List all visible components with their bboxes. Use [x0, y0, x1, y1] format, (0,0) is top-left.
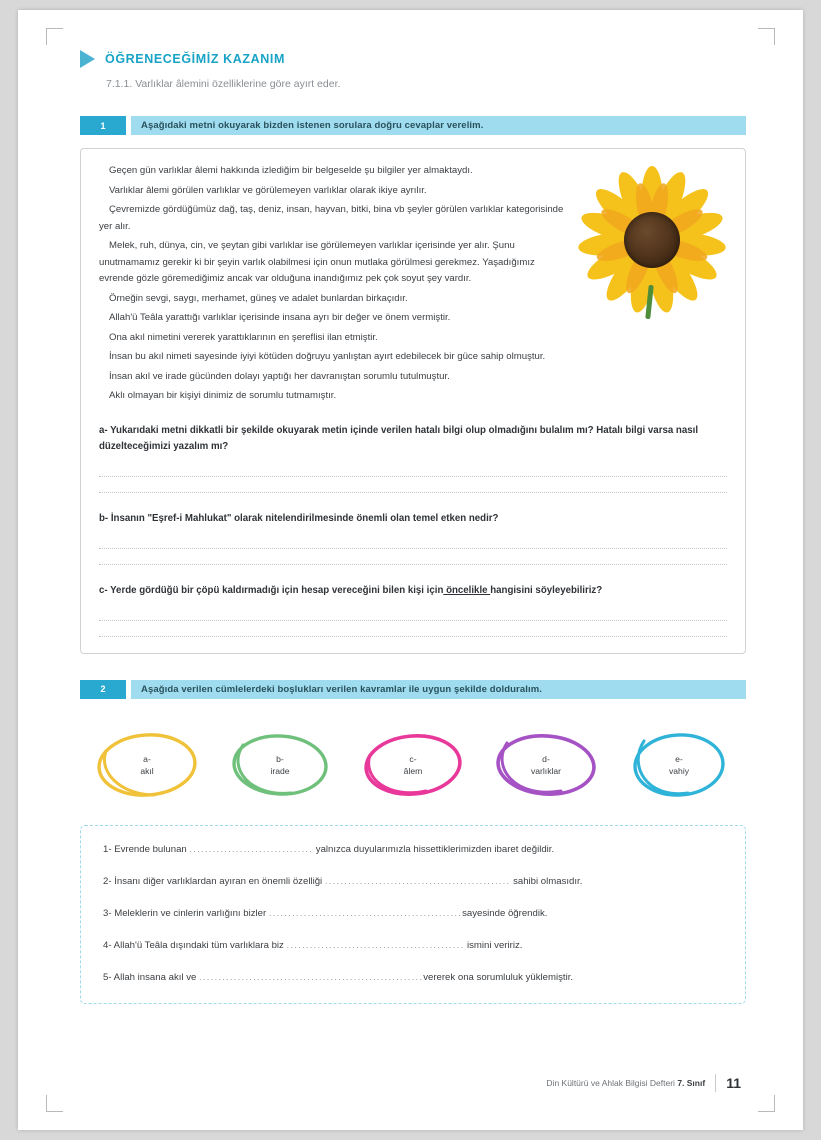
answer-area-c[interactable] [99, 605, 727, 637]
concept-item-c[interactable] [354, 729, 472, 801]
concept-id-b: b- [276, 753, 284, 764]
reading-paragraph: Aklı olmayan bir kişiyi dinimiz de sorumlu tutmamıştır. [109, 390, 337, 401]
worksheet-page [18, 10, 803, 1130]
task-1-number: 1 [80, 116, 126, 135]
concept-item-e[interactable] [620, 729, 738, 801]
reading-paragraph: İnsan akıl ve irade gücünden dolayı yaptığı her davranıştan sorumlu tutulmuştur. [109, 370, 450, 382]
answer-area-a[interactable] [99, 461, 727, 493]
sunflower-center [624, 212, 680, 268]
fill-blank-1[interactable]: ................................ [189, 843, 314, 855]
fill-text-after-3: sayesinde öğrendik. [462, 907, 548, 919]
reading-passage-box [80, 148, 746, 654]
question-c-text-before: c- Yerde gördüğü bir çöpü kaldırmadığı için hesap vereceğini bilen kişi için [99, 584, 444, 596]
crop-mark-bottom-right [758, 1095, 775, 1112]
footer-grade: 7. Sınıf [677, 1078, 706, 1088]
reading-paragraph: Allah'ü Teâla yarattığı varlıklar içerisinde insana ayrı bir değer ve önem vermiştir. [109, 312, 451, 323]
fill-text-before-5: Allah insana akıl ve [113, 971, 199, 983]
fill-text-before-3: Meleklerin ve cinlerin varlığını bizler [114, 907, 269, 919]
answer-line[interactable] [99, 533, 727, 549]
question-a: a- Yukarıdaki metni dikkatli bir şekilde okuyarak metin içinde verilen hatalı bilgi olup olmadığını bulalım mı? Hatalı bilgi varsa nasıl düzelteceğimizi yazalım mı? [99, 424, 699, 452]
footer-divider [715, 1074, 716, 1092]
concept-item-d[interactable] [487, 729, 605, 801]
fill-number-3: 3- [103, 907, 112, 919]
concept-id-c: c- [409, 753, 417, 764]
fill-blank-2[interactable]: ................................................ [324, 875, 511, 887]
reading-paragraph: İnsan bu akıl nimeti sayesinde iyiyi kötüden doğruyu yanlıştan ayırt edebilecek bir güce sahip olmuştur. [109, 351, 546, 362]
fill-text-after-1: yalnızca duyularımızla hissettiklerimizden ibaret değildir. [313, 843, 555, 855]
fill-text-after-2: sahibi olmasıdır. [510, 875, 583, 887]
reading-paragraph: Geçen gün varlıklar âlemi hakkında izlediğim bir belgeselde şu bilgiler yer almaktaydı. [109, 165, 473, 176]
concept-label-b [270, 753, 289, 777]
fill-number-4: 4- [103, 939, 112, 951]
crop-mark-top-right [758, 28, 775, 45]
page-content [80, 44, 746, 1004]
sunflower-illustration [577, 165, 727, 320]
reading-paragraph: Varlıklar âlemi görülen varlıklar ve görülemeyen varlıklar olarak ikiye ayrılır. [109, 184, 427, 196]
concept-word-c: âlem [403, 765, 423, 776]
fill-sentence-3[interactable] [103, 908, 723, 919]
concept-id-a: a- [143, 753, 151, 764]
fill-sentence-5[interactable] [103, 972, 723, 983]
fill-blank-3[interactable]: .................................................. [268, 907, 463, 919]
fill-text-before-2: İnsanı diğer varlıklardan ayıran en önemli özelliği [114, 875, 325, 887]
triangle-bullet-icon [80, 50, 95, 68]
fill-number-2: 2- [103, 875, 112, 887]
objective-header [80, 50, 746, 68]
answer-line[interactable] [99, 605, 727, 621]
concept-label-e [669, 753, 689, 777]
reading-paragraph: Ona akıl nimetini vererek yarattıklarının en şereflisi ilan etmiştir. [109, 331, 378, 343]
reading-paragraph: Melek, ruh, dünya, cin, ve şeytan gibi varlıklar ise görülemeyen varlıklar içerisinde yer alır. Şunu unutmamamız gerekir ki bir şeyin varlık olabilmesi için onun mutlaka görülmesi gerekmez. Yaşadığımız evrende gözle göremediğimiz ancak var olduğuna inandığımız pek çok soyut şey vardır. [99, 240, 535, 284]
reading-paragraph: Örneğin sevgi, saygı, merhamet, güneş ve adalet bunlardan birkaçıdır. [109, 292, 408, 304]
question-c-text-after: hangisini söyleyebiliriz? [490, 584, 603, 596]
task-2-instruction: Aşağıda verilen cümlelerdeki boşlukları verilen kavramlar ile uygun şekilde dolduralım. [131, 680, 746, 699]
fill-sentence-1[interactable] [103, 844, 723, 855]
answer-line[interactable] [99, 477, 727, 493]
footer-book-name: Din Kültürü ve Ahlak Bilgisi Defteri [546, 1078, 675, 1088]
concept-label-c [404, 753, 423, 777]
page-number: 11 [726, 1075, 741, 1091]
fill-blank-4[interactable]: .............................................. [286, 939, 465, 951]
task-2-bar [80, 680, 746, 699]
answer-line[interactable] [99, 461, 727, 477]
fill-text-before-4: Allah'ü Teâla dışındaki tüm varlıklara biz [113, 939, 287, 951]
fill-in-blanks-box [80, 825, 746, 1004]
fill-sentence-2[interactable] [103, 876, 723, 887]
concept-id-d: d- [542, 753, 550, 764]
crop-mark-top-left [46, 28, 63, 45]
fill-number-1: 1- [103, 843, 112, 855]
page-footer [546, 1074, 741, 1092]
crop-mark-bottom-left [46, 1095, 63, 1112]
objective-subtitle: 7.1.1. Varlıklar âlemini özelliklerine göre ayırt eder. [106, 78, 341, 90]
answer-line[interactable] [99, 549, 727, 565]
task-1-instruction: Aşağıdaki metni okuyarak bizden istenen sorulara doğru cevaplar verelim. [131, 116, 746, 135]
concept-word-a: akıl [140, 765, 154, 776]
concept-label-a [140, 753, 153, 777]
page-title: ÖĞRENECEĞİMİZ KAZANIM [105, 52, 285, 66]
question-b: b- İnsanın "Eşref-i Mahlukat" olarak nitelendirilmesinde önemli olan temel etken nedir? [99, 512, 499, 524]
fill-text-after-5: vererek ona sorumluluk yüklemiştir. [423, 971, 574, 983]
footer-book-title [546, 1078, 705, 1088]
task-2-number: 2 [80, 680, 126, 699]
concept-item-a[interactable] [88, 729, 206, 801]
fill-sentence-4[interactable] [103, 940, 723, 951]
answer-area-b[interactable] [99, 533, 727, 565]
concept-item-b[interactable] [221, 729, 339, 801]
fill-blank-5[interactable]: .......................................................... [199, 971, 424, 983]
task-1-bar [80, 116, 746, 135]
fill-text-after-4: ismini veririz. [464, 939, 523, 951]
question-c-underlined: öncelikle [443, 584, 491, 596]
fill-number-5: 5- [103, 971, 112, 983]
concept-word-d: varlıklar [530, 765, 562, 776]
concept-label-d [531, 753, 561, 777]
question-c [99, 583, 727, 599]
concept-word-b: irade [270, 765, 290, 776]
reading-paragraph: Çevremizde gördüğümüz dağ, taş, deniz, insan, hayvan, bitki, bina vb şeyler görülen varlıklar kategorisinde yer alır. [99, 204, 564, 232]
concept-word-bank [80, 729, 746, 801]
fill-text-before-1: Evrende bulunan [114, 843, 190, 855]
concept-word-e: vahiy [668, 765, 690, 776]
concept-id-e: e- [675, 753, 683, 764]
answer-line[interactable] [99, 621, 727, 637]
